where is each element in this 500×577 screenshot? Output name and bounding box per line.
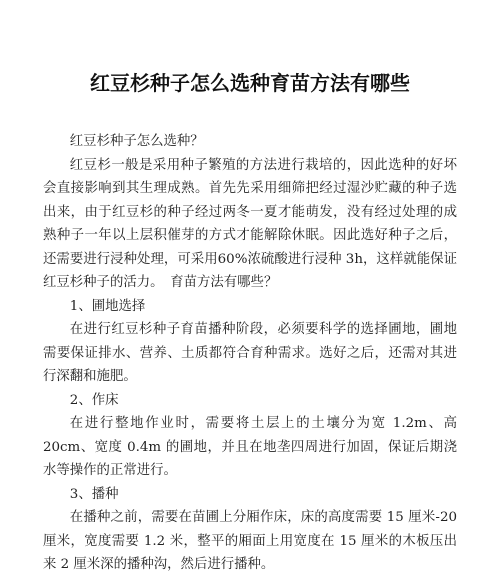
section-heading-sowing: 3、播种 <box>69 486 119 502</box>
section-heading-nursery-selection: 1、圃地选择 <box>69 298 146 314</box>
article-body <box>43 130 457 577</box>
page-title: 红豆杉种子怎么选种育苗方法有哪些 <box>90 71 410 95</box>
question-heading: 红豆杉种子怎么选种？ <box>69 134 204 149</box>
nursery-selection-paragraph: 在进行红豆杉种子育苗播种阶段，必须要科学的选择圃地，圃地需要保证排水、营养、土质都符合育种需求。选好之后，还需对其进行深翻和施肥。 <box>43 322 457 384</box>
intro-paragraph: 红豆杉一般是采用种子繁殖的方法进行栽培的，因此选种的好坏会直接影响到其生理成熟。首先先采用细筛把经过湿沙贮藏的种子选出来，由于红豆杉的种子经过两冬一夏才能萌发，没有经过处理的成熟种子一年以上层积催芽的方式才能解除休眠。因此选好种子之后，还需要进行浸种处理，可采用60%浓硫酸进行浸种 3h，这样就能保证红豆杉种子的活力。 育苗方法有哪些？ <box>43 157 457 290</box>
bed-making-paragraph: 在进行整地作业时，需要将土层上的土壤分为宽 1.2m、高 20cm、宽度 0.4m 的圃地，并且在地垄四周进行加固，保证后期浇水等操作的正常进行。 <box>43 416 457 478</box>
sowing-paragraph: 在播种之前，需要在苗圃上分厢作床，床的高度需要 15 厘米-20 厘米，宽度需要 1.2 米，整平的厢面上用宽度在 15 厘米的木板压出来 2 厘米深的播种沟，然后进行播种。 <box>43 510 457 572</box>
section-heading-bed-making: 2、作床 <box>69 392 119 408</box>
